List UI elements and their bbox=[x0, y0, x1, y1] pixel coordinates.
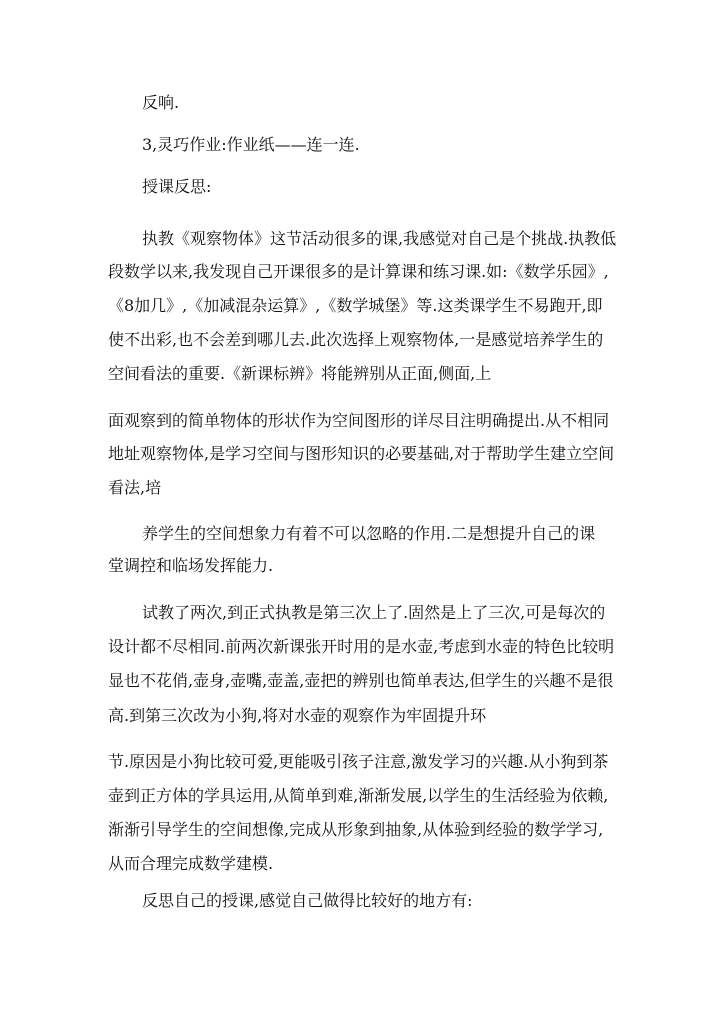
paragraph-1-line-2: 段数学以来,我发现自己开课很多的是计算课和练习课.如:《数学乐园》, bbox=[108, 262, 609, 281]
paragraph-3-line-2: 堂调控和临场发挥能力. bbox=[108, 556, 274, 575]
paragraph-4-line-2: 设计都不尽相同.前两次新课张开时用的是水壶,考虑到水壶的特色比较明 bbox=[108, 637, 615, 656]
paragraph-2-line-3: 看法,培 bbox=[108, 478, 162, 497]
paragraph-3-line-1: 养学生的空间想象力有着不可以忽略的作用.二是想提升自己的课 bbox=[142, 524, 596, 543]
paragraph-1-line-3: 《8加几》,《加减混杂运算》,《数学城堡》等.这类课学生不易跑开,即 bbox=[108, 296, 603, 315]
paragraph-2-line-2: 地址观察物体,是学习空间与图形知识的必要基础,对于帮助学生建立空间 bbox=[108, 444, 615, 463]
paragraph-6-line-1: 反思自己的授课,感觉自己做得比较好的地方有: bbox=[142, 891, 473, 910]
paragraph-1-line-5: 空间看法的重要.《新课标辨》将能辨别从正面,侧面,上 bbox=[108, 364, 492, 383]
paragraph-4-line-1: 试教了两次,到正式执教是第三次上了.固然是上了三次,可是每次的 bbox=[142, 603, 606, 622]
paragraph-2-line-1: 面观察到的简单物体的形状作为空间图形的详尽目注明确提出.从不相同 bbox=[108, 411, 610, 430]
paragraph-1-line-4: 使不出彩,也不会差到哪儿去.此次选择上观察物体,一是感觉培养学生的 bbox=[108, 330, 604, 349]
paragraph-5-line-3: 渐渐引导学生的空间想像,完成从形象到抽象,从体验到经验的数学学习, bbox=[108, 820, 604, 839]
paragraph-4-line-4: 高.到第三次改为小狗,将对水壶的观察作为牢固提升环 bbox=[108, 706, 487, 725]
paragraph-1-line-1: 执教《观察物体》这节活动很多的课,我感觉对自己是个挑战.执教低 bbox=[142, 229, 617, 248]
paragraph-5-line-2: 壶到正方体的学具运用,从简单到难,渐渐发展,以学生的生活经验为依赖, bbox=[108, 786, 609, 805]
text-line-fanxiang: 反响. bbox=[142, 93, 180, 112]
section-heading-reflection: 授课反思: bbox=[142, 177, 212, 196]
paragraph-5-line-4: 从而合理完成数学建模. bbox=[108, 854, 274, 873]
text-line-homework: 3,灵巧作业:作业纸——连一连. bbox=[142, 135, 360, 154]
paragraph-5-line-1: 节.原因是小狗比较可爱,更能吸引孩子注意,激发学习的兴趣.从小狗到茶 bbox=[108, 752, 609, 771]
paragraph-4-line-3: 显也不花俏,壶身,壶嘴,壶盖,壶把的辨别也简单表达,但学生的兴趣不是很 bbox=[108, 671, 614, 690]
